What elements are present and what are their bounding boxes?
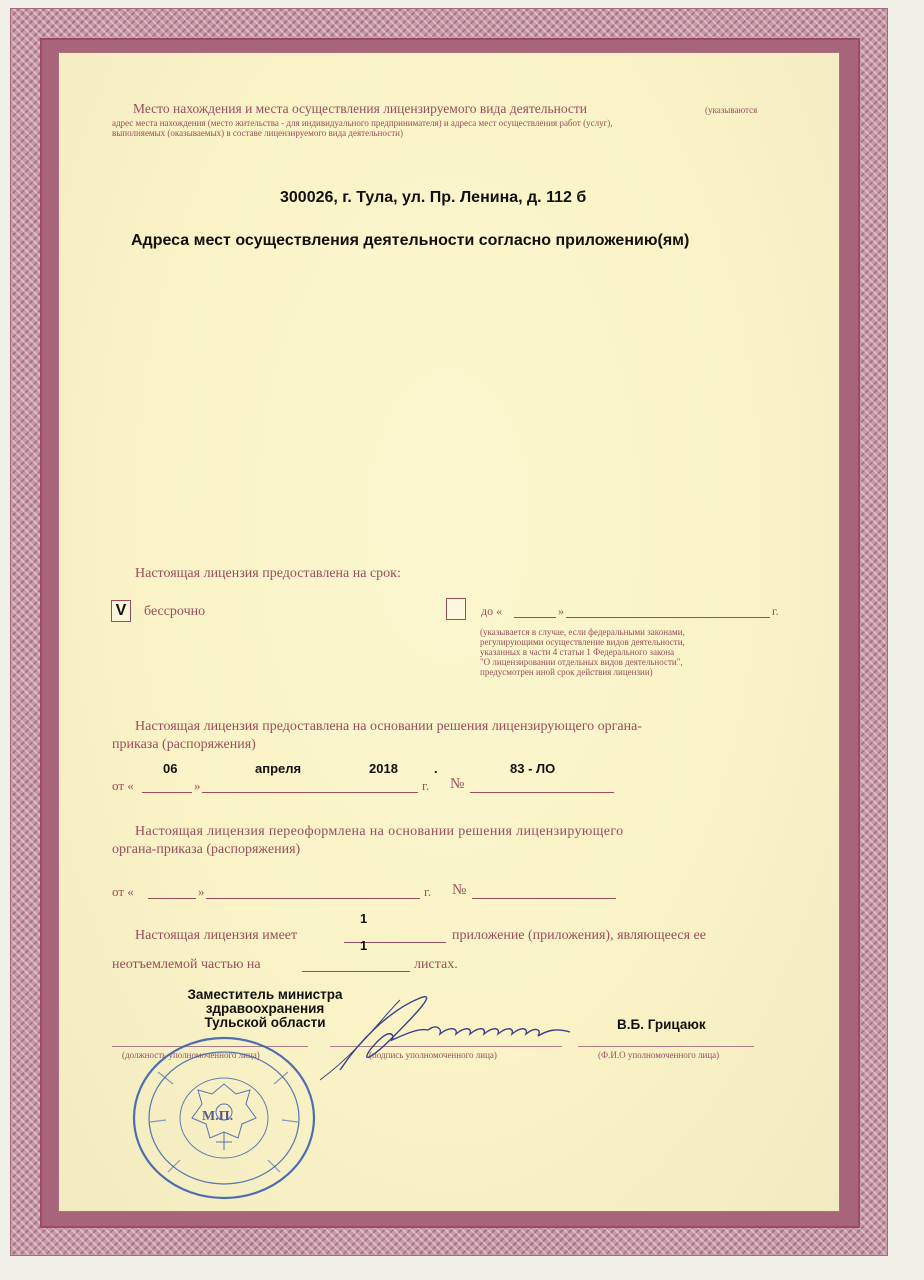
basis-text: приказа (распоряжения) bbox=[112, 737, 256, 752]
term-note bbox=[480, 627, 780, 677]
sheets-suffix: листах. bbox=[414, 957, 458, 972]
until-day-line bbox=[514, 617, 556, 618]
basis-from: от « bbox=[112, 778, 134, 793]
reissue-year-suffix: г. bbox=[424, 884, 432, 899]
basis-day: 06 bbox=[163, 761, 178, 776]
basis-number: 83 - ЛО bbox=[510, 761, 556, 776]
term-note-line: указанных в части 4 статьи 1 Федерального закона bbox=[480, 647, 675, 657]
basis-date-line bbox=[202, 792, 418, 793]
reissue-text: Настоящая лицензия переоформлена на основании решения лицензирующего bbox=[135, 824, 624, 839]
reissue-from: от « bbox=[112, 884, 134, 899]
signer-name: В.Б. Грицаюк bbox=[617, 1017, 706, 1032]
basis-number-line bbox=[470, 792, 614, 793]
term-label: Настоящая лицензия предоставлена на срок: bbox=[135, 566, 401, 581]
location-note: выполняемых (оказываемых) в составе лицензируемого вида деятельности) bbox=[112, 128, 403, 138]
location-heading: Место нахождения и места осуществления лицензируемого вида деятельности bbox=[133, 101, 588, 116]
basis-text: Настоящая лицензия предоставлена на основании решения лицензирующего органа- bbox=[135, 719, 642, 734]
until-date-line bbox=[566, 617, 770, 618]
caption-position: (должность уполномоченного лица) bbox=[122, 1050, 260, 1060]
signer-title-line: Заместитель министра bbox=[187, 987, 343, 1002]
indefinite-checkbox bbox=[111, 600, 131, 622]
checkbox-mark: V bbox=[115, 602, 127, 619]
location-note: (указываются bbox=[705, 105, 758, 115]
addresses-per-appendix: Адреса мест осуществления деятельности согласно приложению(ям) bbox=[131, 232, 690, 249]
license-address: 300026, г. Тула, ул. Пр. Ленина, д. 112 б bbox=[280, 189, 587, 206]
basis-day-line bbox=[142, 792, 192, 793]
until-checkbox bbox=[446, 598, 466, 620]
basis-number-sign: № bbox=[450, 776, 465, 792]
sheets-count: 1 bbox=[360, 938, 368, 953]
basis-dot: . bbox=[434, 761, 438, 776]
term-note-line: "О лицензировании отдельных видов деятельности", bbox=[480, 657, 683, 667]
caption-fio: (Ф.И.О уполномоченного лица) bbox=[598, 1050, 720, 1060]
stamp-mp: М.П. bbox=[202, 1109, 234, 1124]
appendix-count: 1 bbox=[360, 911, 368, 926]
sheets-prefix: неотъемлемой частью на bbox=[112, 957, 261, 972]
term-note-line: предусмотрен иной срок действия лицензии) bbox=[480, 667, 653, 677]
term-note-line: регулирующими осуществление видов деятельности, bbox=[480, 637, 685, 647]
handwritten-signature bbox=[300, 980, 590, 1090]
appendix-suffix: приложение (приложения), являющееся ее bbox=[452, 928, 706, 943]
caption-signature: (подпись уполномоченного лица) bbox=[369, 1050, 497, 1060]
term-note-line: (указывается в случае, если федеральными законами, bbox=[480, 627, 685, 637]
basis-year: 2018 bbox=[369, 761, 398, 776]
until-year: г. bbox=[772, 604, 779, 618]
reissue-number-line bbox=[472, 898, 616, 899]
term-indefinite-label: бессрочно bbox=[144, 604, 206, 619]
reissue-date-line bbox=[206, 898, 420, 899]
sheets-count-line bbox=[302, 971, 410, 972]
location-note: адрес места нахождения (место жительства - для индивидуального предпринимателя) и адреса мест осуществления работ (услуг), bbox=[112, 118, 613, 128]
until-label: до « bbox=[481, 604, 503, 618]
basis-year-suffix: г. bbox=[422, 778, 430, 793]
basis-quote: » bbox=[194, 778, 201, 793]
reissue-number-sign: № bbox=[452, 882, 467, 898]
signer-title-line: Тульской области bbox=[204, 1015, 326, 1030]
basis-month: апреля bbox=[255, 761, 302, 776]
appendix-prefix: Настоящая лицензия имеет bbox=[135, 928, 298, 943]
official-stamp bbox=[128, 1032, 324, 1202]
reissue-quote: » bbox=[198, 884, 205, 899]
fio-line bbox=[578, 1046, 754, 1047]
reissue-text: органа-приказа (распоряжения) bbox=[112, 842, 301, 857]
until-quote: » bbox=[558, 604, 564, 618]
signer-title-line: здравоохранения bbox=[205, 1001, 325, 1016]
reissue-day-line bbox=[148, 898, 196, 899]
